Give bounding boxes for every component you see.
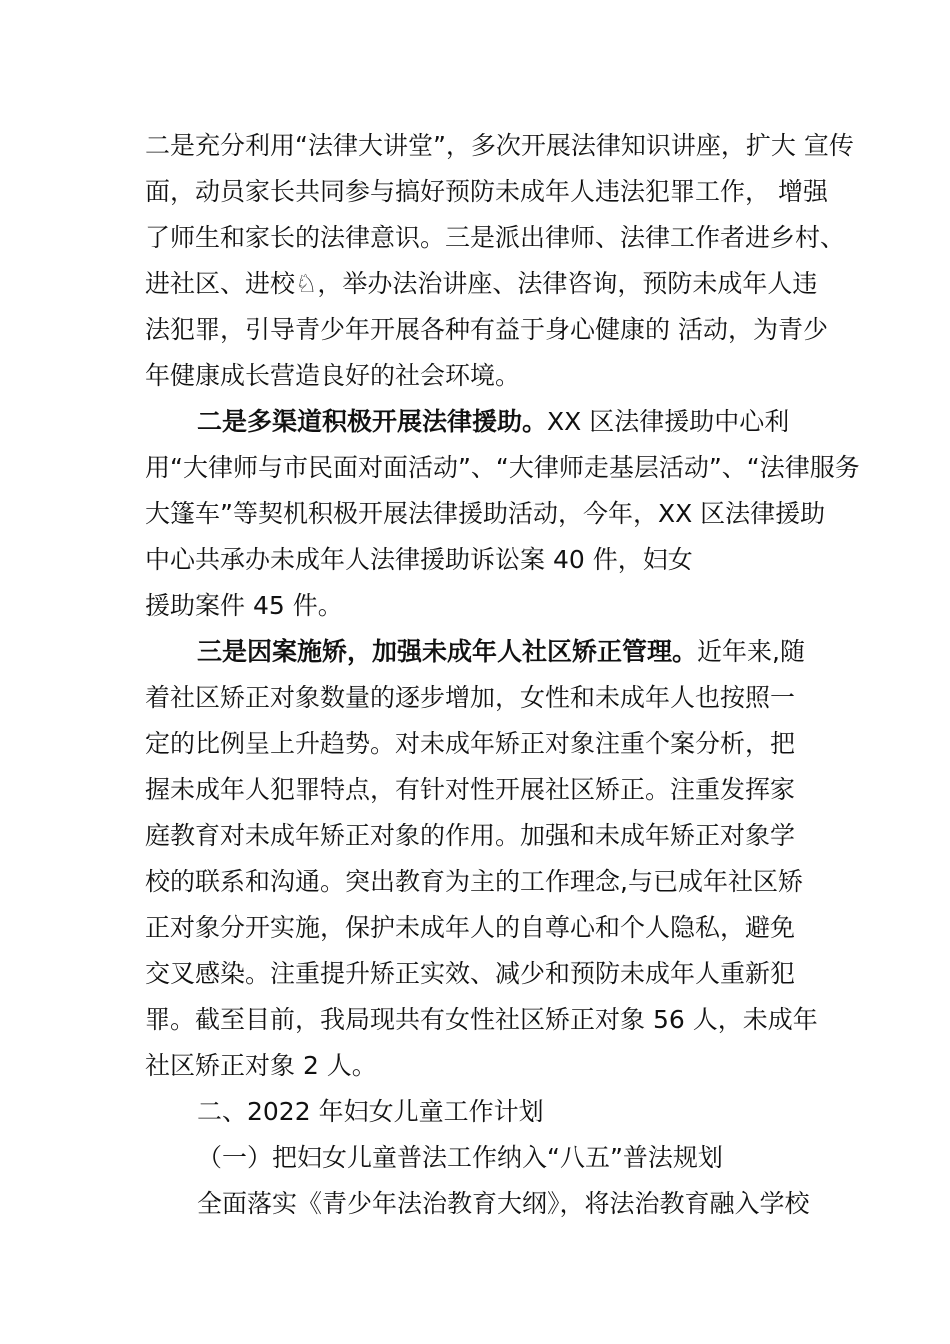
paragraph3-line-7: 正对象分开实施，保护未成年人的自尊心和个人隐私，避免 xyxy=(145,913,796,942)
paragraph3-line-2: 着社区矫正对象数量的逐步增加，女性和未成年人也按照一 xyxy=(145,683,796,712)
paragraph2-line-4: 中心共承办未成年人法律援助诉讼案 40 件，妇女 xyxy=(145,545,693,574)
paragraph3-line-10: 社区矫正对象 2 人。 xyxy=(145,1051,377,1080)
paragraph2-line-2: 用“大律师与市民面对面活动”、“大律师走基层活动”、“法律服务 xyxy=(145,453,860,482)
paragraph1-line-3: 了师生和家长的法律意识。三是派出律师、法律工作者进乡村、 xyxy=(145,223,846,252)
paragraph3-line-1-rest: 近年来,随 xyxy=(697,637,805,666)
paragraph3-line-9: 罪。截至目前，我局现共有女性社区矫正对象 56 人，未成年 xyxy=(145,1005,818,1034)
paragraph2-heading: 二是多渠道积极开展法律援助。 xyxy=(197,407,548,436)
section2-subtitle: （一）把妇女儿童普法工作纳入“八五”普法规划 xyxy=(197,1143,723,1172)
paragraph3-line-3: 定的比例呈上升趋势。对未成年矫正对象注重个案分析，把 xyxy=(145,729,796,758)
paragraph1-line-1: 二是充分利用“法律大讲堂”，多次开展法律知识讲座，扩大 宣传 xyxy=(145,131,854,160)
section2-first-line: 全面落实《青少年法治教育大纲》，将法治教育融入学校 xyxy=(197,1189,810,1218)
paragraph2-line-5: 援助案件 45 件。 xyxy=(145,591,343,620)
paragraph3-line-4: 握未成年人犯罪特点，有针对性开展社区矫正。注重发挥家 xyxy=(145,775,796,804)
paragraph2-line-1 xyxy=(197,405,789,439)
paragraph1-line-6: 年健康成长营造良好的社会环境。 xyxy=(145,361,521,390)
paragraph1-line-4: 进社区、进校♘，举办法治讲座、法律咨询，预防未成年人违 xyxy=(145,269,818,298)
paragraph3-heading: 三是因案施矫，加强未成年人社区矫正管理。 xyxy=(197,637,698,666)
paragraph1-line-2: 面，动员家长共同参与搞好预防未成年人违法犯罪工作， 增强 xyxy=(145,177,828,206)
paragraph3-line-5: 庭教育对未成年矫正对象的作用。加强和未成年矫正对象学 xyxy=(145,821,796,850)
paragraph1-line-5: 法犯罪，引导青少年开展各种有益于身心健康的 活动，为青少 xyxy=(145,315,828,344)
paragraph3-line-6: 校的联系和沟通。突出教育为主的工作理念,与已成年社区矫 xyxy=(145,867,803,896)
paragraph2-line-1-rest: XX 区法律援助中心利 xyxy=(547,407,790,436)
paragraph3-line-8: 交叉感染。注重提升矫正实效、减少和预防未成年人重新犯 xyxy=(145,959,796,988)
paragraph3-line-1 xyxy=(197,635,805,669)
paragraph2-line-3: 大篷车”等契机积极开展法律援助活动，今年，XX 区法律援助 xyxy=(145,499,826,528)
section2-title: 二、2022 年妇女儿童工作计划 xyxy=(197,1097,544,1126)
